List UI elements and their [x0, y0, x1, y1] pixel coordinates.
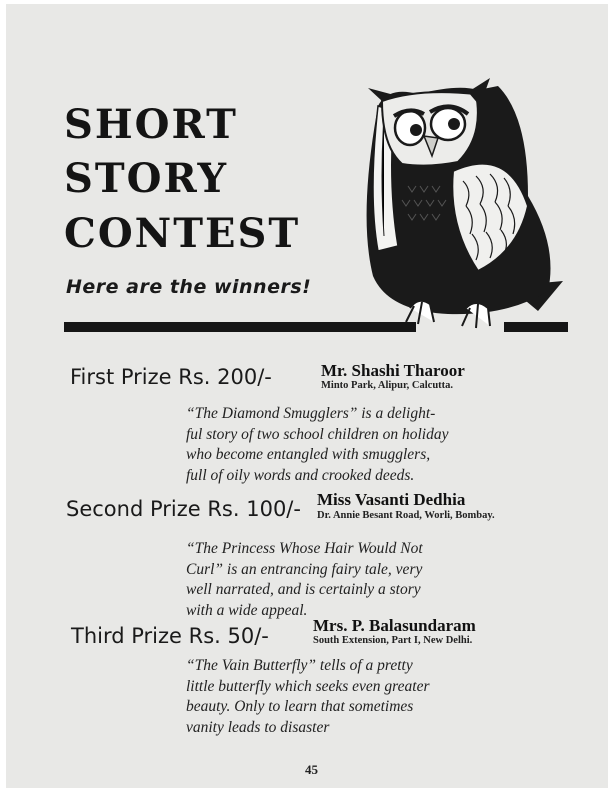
prize-label: Third Prize Rs. 50/-: [71, 624, 269, 648]
story-description: [186, 539, 506, 621]
story-description: [186, 656, 506, 738]
description-line: little butterfly which seeks even greater: [186, 677, 430, 695]
title-line-contest: CONTEST: [64, 210, 301, 257]
description-line: “The Diamond Smugglers” is a delight-: [186, 405, 436, 422]
winner-address: Dr. Annie Besant Road, Worli, Bombay.: [317, 510, 495, 521]
description-line: Curl” is an entrancing fairy tale, very: [186, 560, 423, 578]
owl-illustration: [358, 76, 570, 334]
prize-label: First Prize Rs. 200/-: [70, 365, 272, 389]
magazine-page: [6, 4, 608, 788]
title-line-story: STORY: [64, 155, 229, 202]
winner-address: Minto Park, Alipur, Calcutta.: [321, 380, 454, 391]
description-line: well narrated, and is certainly a story: [186, 581, 421, 598]
story-description: [186, 404, 506, 486]
winner-address: South Extension, Part I, New Delhi.: [313, 635, 473, 646]
description-line: full of oily words and crooked deeds.: [186, 466, 415, 484]
description-line: with a wide appeal.: [186, 601, 308, 619]
page-number: 45: [305, 762, 318, 777]
subtitle: Here are the winners!: [66, 276, 312, 298]
description-line: beauty. Only to learn that sometimes: [186, 698, 414, 715]
winner-name: Miss Vasanti Dedhia: [317, 490, 466, 509]
winner-name: Mrs. P. Balasundaram: [313, 616, 476, 635]
title-line-short: SHORT: [64, 101, 238, 148]
winner-name: Mr. Shashi Tharoor: [321, 361, 465, 380]
description-line: who become entangled with smugglers,: [186, 446, 431, 463]
description-line: ful story of two school children on holiday: [186, 425, 449, 443]
description-line: “The Princess Whose Hair Would Not: [186, 540, 423, 557]
description-line: vanity leads to disaster: [186, 718, 330, 736]
prize-label: Second Prize Rs. 100/-: [66, 497, 301, 521]
description-line: “The Vain Butterfly” tells of a pretty: [186, 657, 413, 674]
